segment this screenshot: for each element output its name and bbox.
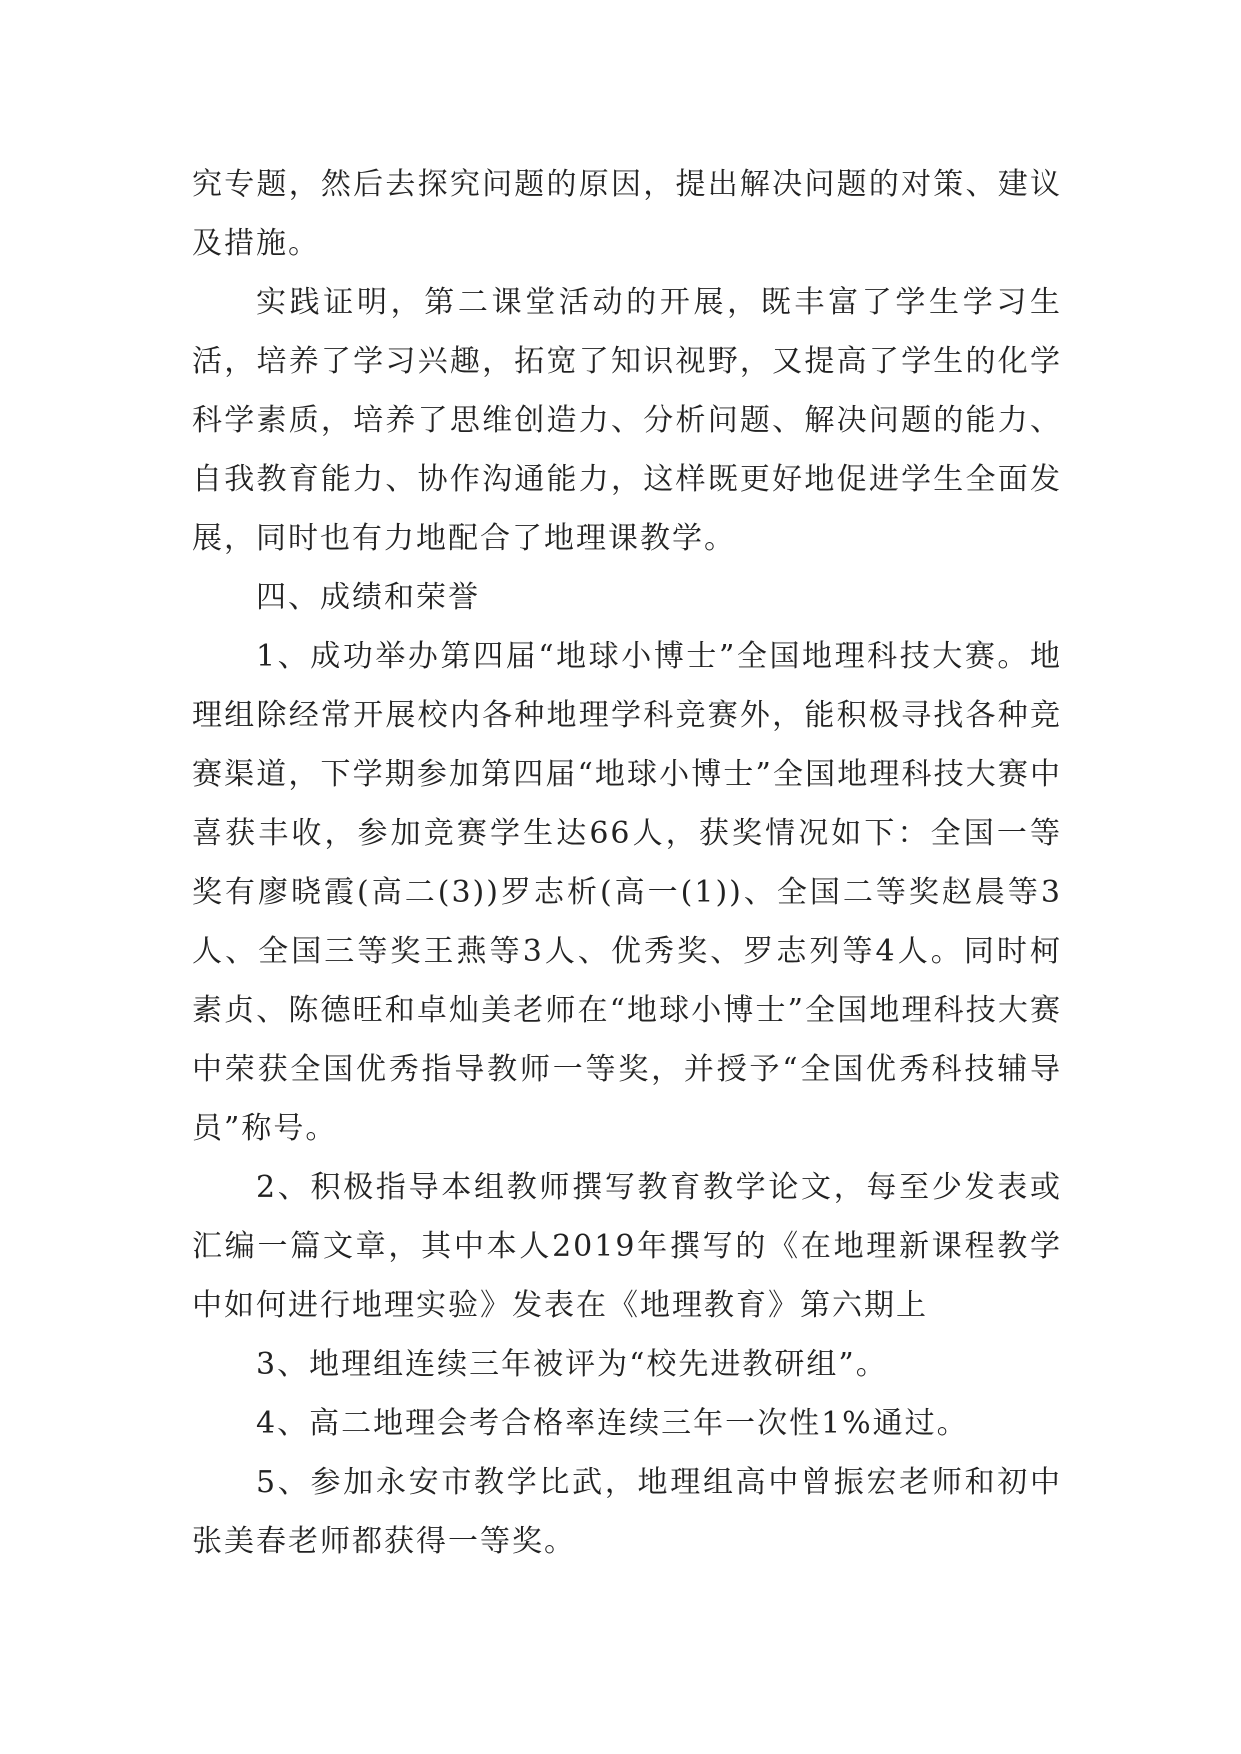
- paragraph-item-4: 4、高二地理会考合格率连续三年一次性1%通过。: [256, 1406, 969, 1441]
- paragraph-practice-proof: 实践证明，第二课堂活动的开展，既丰富了学生学习生活，培养了学习兴趣，拓宽了知识视野，又提高了学生的化学科学素质，培养了思维创造力、分析问题、解决问题的能力、自我教育能力、协作沟通能力，这样既更好地促进学生全面发展，同时也有力地配合了地理课教学。: [192, 285, 1062, 556]
- paragraph-item-5: 5、参加永安市教学比武，地理组高中曾振宏老师和初中张美春老师都获得一等奖。: [192, 1465, 1062, 1559]
- paragraph-item-2: 2、积极指导本组教师撰写教育教学论文，每至少发表或汇编一篇文章，其中本人2019年撰写的《在地理新课程教学中如何进行地理实验》发表在《地理教育》第六期上: [192, 1170, 1062, 1323]
- section-heading-achievements: 四、成绩和荣誉: [256, 580, 480, 615]
- paragraph-item-1: 1、成功举办第四届“地球小博士”全国地理科技大赛。地理组除经常开展校内各种地理学科竞赛外，能积极寻找各种竞赛渠道，下学期参加第四届“地球小博士”全国地理科技大赛中喜获丰收，参加竞赛学生达66人，获奖情况如下：全国一等奖有廖晓霞(高二(3))罗志析(高一(1))、全国二等奖赵晨等3人、全国三等奖王燕等3人、优秀奖、罗志列等4人。同时柯素贞、陈德旺和卓灿美老师在“地球小博士”全国地理科技大赛中荣获全国优秀指导教师一等奖，并授予“全国优秀科技辅导员”称号。: [192, 639, 1062, 1146]
- document-body: [192, 155, 1062, 1571]
- paragraph-continuation: 究专题，然后去探究问题的原因，提出解决问题的对策、建议及措施。: [192, 167, 1062, 261]
- paragraph-item-3: 3、地理组连续三年被评为“校先进教研组”。: [256, 1347, 888, 1382]
